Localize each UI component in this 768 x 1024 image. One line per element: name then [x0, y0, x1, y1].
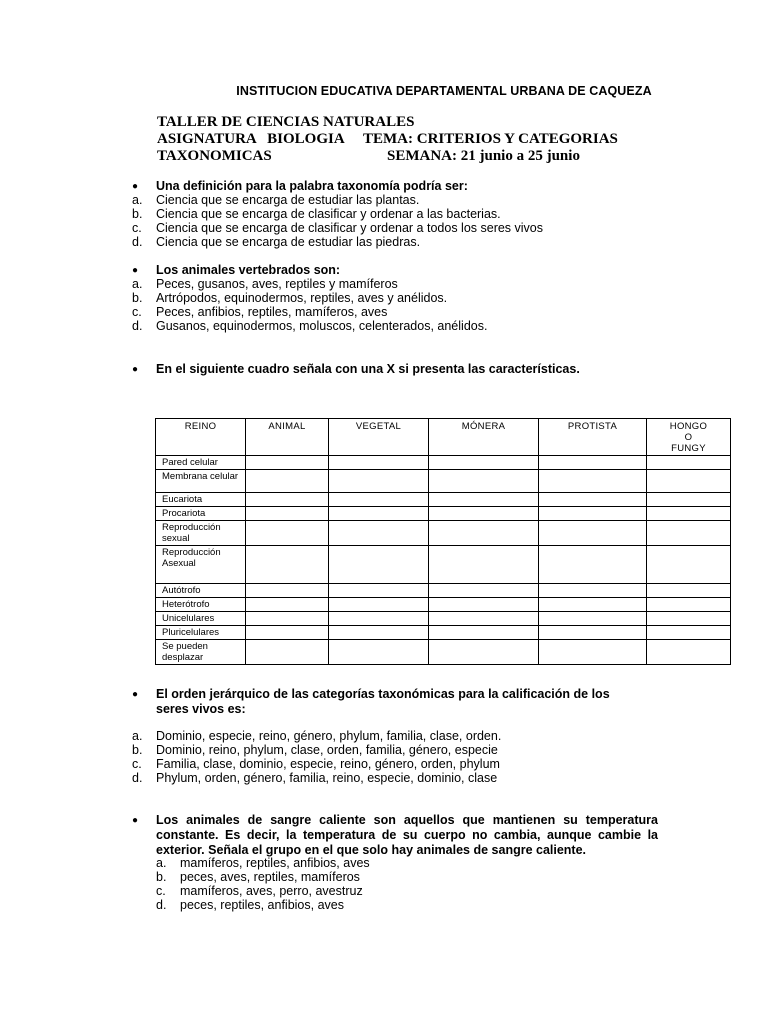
option-d[interactable]: d. Phylum, orden, género, familia, reino, especie, dominio, clase	[132, 771, 498, 785]
option-a[interactable]: a. Dominio, especie, reino, género, phylum, familia, clase, orden.	[132, 729, 502, 743]
mark-cell[interactable]	[429, 507, 539, 521]
column-header-animal: ANIMAL	[246, 419, 329, 456]
question-2-options	[132, 277, 692, 337]
table-row	[156, 584, 731, 598]
row-label: Unicelulares	[156, 612, 246, 626]
mark-cell[interactable]	[329, 507, 429, 521]
workshop-title: TALLER DE CIENCIAS NATURALES	[157, 114, 415, 130]
mark-cell[interactable]	[246, 626, 329, 640]
row-label: Pared celular	[156, 456, 246, 470]
mark-cell[interactable]	[429, 493, 539, 507]
topic-label: TEMA: CRITERIOS Y CATEGORIAS	[363, 131, 618, 147]
question-5	[132, 813, 658, 858]
table-row	[156, 598, 731, 612]
mark-cell[interactable]	[539, 640, 647, 665]
mark-cell[interactable]	[429, 584, 539, 598]
column-header-hongo: HONGO O FUNGY	[647, 419, 731, 456]
table-row	[156, 521, 731, 546]
topic-label-cont: TAXONOMICAS	[157, 148, 272, 164]
mark-cell[interactable]	[539, 521, 647, 546]
row-label: Pluricelulares	[156, 626, 246, 640]
mark-cell[interactable]	[246, 456, 329, 470]
option-d[interactable]: d. Ciencia que se encarga de estudiar las piedras.	[132, 235, 421, 249]
mark-cell[interactable]	[647, 612, 731, 626]
option-d[interactable]: d. peces, reptiles, anfibios, aves	[156, 898, 344, 912]
mark-cell[interactable]	[329, 493, 429, 507]
mark-cell[interactable]	[647, 456, 731, 470]
table-row	[156, 470, 731, 493]
mark-cell[interactable]	[429, 456, 539, 470]
mark-cell[interactable]	[539, 546, 647, 584]
mark-cell[interactable]	[539, 493, 647, 507]
question-1-options	[132, 193, 692, 253]
mark-cell[interactable]	[429, 546, 539, 584]
table-row	[156, 493, 731, 507]
question-4	[132, 687, 610, 717]
mark-cell[interactable]	[647, 640, 731, 665]
row-label: Reproducción sexual	[156, 521, 246, 546]
mark-cell[interactable]	[539, 626, 647, 640]
bullet-icon: ●	[132, 815, 139, 826]
mark-cell[interactable]	[647, 626, 731, 640]
mark-cell[interactable]	[329, 546, 429, 584]
question-5-options	[156, 856, 676, 916]
mark-cell[interactable]	[329, 470, 429, 493]
mark-cell[interactable]	[329, 598, 429, 612]
column-header-monera: MÓNERA	[429, 419, 539, 456]
mark-cell[interactable]	[647, 507, 731, 521]
row-label: Eucariota	[156, 493, 246, 507]
bullet-icon: ●	[132, 689, 139, 700]
mark-cell[interactable]	[539, 456, 647, 470]
option-a[interactable]: a. Peces, gusanos, aves, reptiles y mamíferos	[132, 277, 398, 291]
mark-cell[interactable]	[429, 626, 539, 640]
option-c[interactable]: c. Peces, anfibios, reptiles, mamíferos, aves	[132, 305, 388, 319]
mark-cell[interactable]	[429, 640, 539, 665]
mark-cell[interactable]	[246, 507, 329, 521]
table-row	[156, 546, 731, 584]
mark-cell[interactable]	[647, 493, 731, 507]
question-1-text: Una definición para la palabra taxonomía podría ser:	[156, 179, 468, 193]
option-b[interactable]: b. peces, aves, reptiles, mamíferos	[156, 870, 360, 884]
option-a[interactable]: a. Ciencia que se encarga de estudiar las plantas.	[132, 193, 420, 207]
option-b[interactable]: b. Artrópodos, equinodermos, reptiles, aves y anélidos.	[132, 291, 448, 305]
institution-title: INSTITUCION EDUCATIVA DEPARTAMENTAL URBANA DE CAQUEZA	[236, 84, 652, 98]
option-c[interactable]: c. Ciencia que se encarga de clasificar y ordenar a todos los seres vivos	[132, 221, 544, 235]
row-label: Membrana celular	[156, 470, 246, 493]
table-row	[156, 626, 731, 640]
question-4-text-line1: El orden jerárquico de las categorías taxonómicas para la calificación de los	[156, 687, 610, 701]
mark-cell[interactable]	[329, 456, 429, 470]
question-4-text-line2: seres vivos es:	[156, 702, 246, 716]
mark-cell[interactable]	[429, 470, 539, 493]
mark-cell[interactable]	[246, 584, 329, 598]
subject-label: ASIGNATURA BIOLOGIA	[157, 131, 345, 147]
mark-cell[interactable]	[246, 598, 329, 612]
mark-cell[interactable]	[647, 521, 731, 546]
option-b[interactable]: b. Ciencia que se encarga de clasificar y ordenar a las bacterias.	[132, 207, 501, 221]
row-label: Reproducción Asexual	[156, 546, 246, 584]
bullet-icon: ●	[132, 265, 139, 276]
mark-cell[interactable]	[539, 507, 647, 521]
bullet-icon: ●	[132, 181, 139, 192]
mark-cell[interactable]	[647, 470, 731, 493]
mark-cell[interactable]	[329, 626, 429, 640]
mark-cell[interactable]	[246, 521, 329, 546]
table-body	[156, 456, 731, 665]
column-header-protista: PROTISTA	[539, 419, 647, 456]
table-row	[156, 612, 731, 626]
mark-cell[interactable]	[246, 640, 329, 665]
option-c[interactable]: c. Familia, clase, dominio, especie, reino, género, orden, phylum	[132, 757, 500, 771]
mark-cell[interactable]	[329, 584, 429, 598]
mark-cell[interactable]	[647, 546, 731, 584]
table-row	[156, 456, 731, 470]
mark-cell[interactable]	[429, 612, 539, 626]
column-header-vegetal: VEGETAL	[329, 419, 429, 456]
week-label: SEMANA: 21 junio a 25 junio	[387, 148, 580, 164]
mark-cell[interactable]	[647, 584, 731, 598]
mark-cell[interactable]	[246, 612, 329, 626]
question-5-text: Los animales de sangre caliente son aquellos que mantienen su temperatura constante. Es decir, la temperatura de su cuerpo no cambia, aunque cambie la exterior. Señala el grupo en el que solo hay animales de sangre caliente.	[156, 813, 658, 857]
row-label: Autótrofo	[156, 584, 246, 598]
table-header-row	[156, 419, 731, 456]
question-3	[132, 362, 580, 377]
column-header-reino: REINO	[156, 419, 246, 456]
row-label: Heterótrofo	[156, 598, 246, 612]
question-3-text: En el siguiente cuadro señala con una X si presenta las características.	[156, 362, 580, 376]
mark-cell[interactable]	[539, 470, 647, 493]
mark-cell[interactable]	[246, 493, 329, 507]
question-4-options	[132, 729, 692, 789]
mark-cell[interactable]	[329, 521, 429, 546]
mark-cell[interactable]	[539, 584, 647, 598]
mark-cell[interactable]	[429, 521, 539, 546]
option-d[interactable]: d. Gusanos, equinodermos, moluscos, celenterados, anélidos.	[132, 319, 488, 333]
table-row	[156, 640, 731, 665]
mark-cell[interactable]	[329, 612, 429, 626]
row-label: Se pueden desplazar	[156, 640, 246, 665]
question-2	[132, 263, 341, 278]
option-c[interactable]: c. mamíferos, aves, perro, avestruz	[156, 884, 363, 898]
option-b[interactable]: b. Dominio, reino, phylum, clase, orden, familia, género, especie	[132, 743, 498, 757]
mark-cell[interactable]	[539, 598, 647, 612]
option-a[interactable]: a. mamíferos, reptiles, anfibios, aves	[156, 856, 370, 870]
question-2-text: Los animales vertebrados son:	[156, 263, 341, 277]
question-1	[132, 179, 468, 194]
mark-cell[interactable]	[429, 598, 539, 612]
row-label: Procariota	[156, 507, 246, 521]
mark-cell[interactable]	[329, 640, 429, 665]
kingdom-characteristics-table	[155, 418, 731, 665]
table-row	[156, 507, 731, 521]
mark-cell[interactable]	[539, 612, 647, 626]
mark-cell[interactable]	[246, 470, 329, 493]
mark-cell[interactable]	[647, 598, 731, 612]
mark-cell[interactable]	[246, 546, 329, 584]
bullet-icon: ●	[132, 364, 139, 375]
